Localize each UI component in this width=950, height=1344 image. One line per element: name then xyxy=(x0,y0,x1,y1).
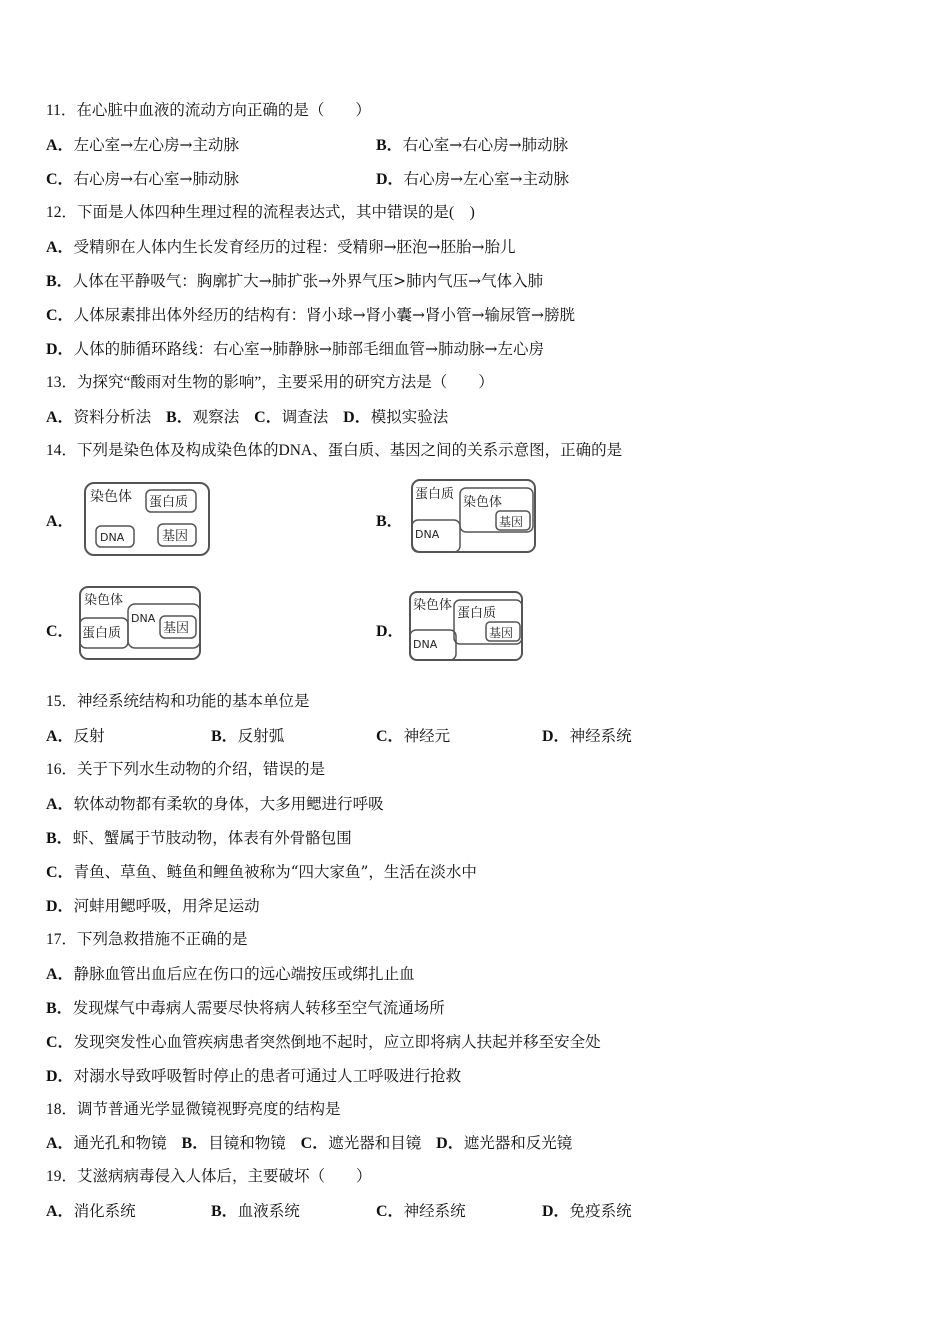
q14-option-a[interactable]: A． xyxy=(46,513,74,530)
question-18-stem: 18．调节普通光学显微镜视野亮度的结构是 xyxy=(46,1101,341,1118)
q12-option-c[interactable]: C．人体尿素排出体外经历的结构有：肾小球→肾小囊→肾小管→输尿管→膀胱 xyxy=(46,306,576,324)
q18-options-row xyxy=(46,1132,572,1155)
protein-label: 蛋白质 xyxy=(415,487,455,502)
q19-option-b[interactable]: B．血液系统 xyxy=(211,1202,300,1220)
q17-option-b[interactable]: B．发现煤气中毒病人需要尽快将病人转移至空气流通场所 xyxy=(46,999,445,1017)
q11-option-d[interactable]: D．右心房→左心室→主动脉 xyxy=(376,170,570,188)
q14-diagram-b[interactable] xyxy=(410,478,538,556)
question-13-stem: 13．为探究“酸雨对生物的影响”，主要采用的研究方法是（ ） xyxy=(46,374,494,391)
gene-label: 基因 xyxy=(499,515,524,529)
q14-option-b[interactable]: B． xyxy=(376,513,403,530)
q17-option-c[interactable]: C．发现突发性心血管疾病患者突然倒地不起时，应立即将病人扶起并移至安全处 xyxy=(46,1033,601,1051)
dna-label: DNA xyxy=(413,638,438,651)
q13-option-d[interactable]: D．模拟实验法 xyxy=(343,408,449,426)
question-11-stem: 11．在心脏中血液的流动方向正确的是（ ） xyxy=(46,102,371,119)
q16-option-d[interactable]: D．河蚌用鳃呼吸，用斧足运动 xyxy=(46,897,260,915)
q14-option-c[interactable]: C． xyxy=(46,623,74,640)
question-15-stem: 15．神经系统结构和功能的基本单位是 xyxy=(46,693,310,710)
q16-option-b[interactable]: B．虾、蟹属于节肢动物，体表有外骨骼包围 xyxy=(46,829,352,847)
question-14-stem: 14．下列是染色体及构成染色体的DNA、蛋白质、基因之间的关系示意图，正确的是 xyxy=(46,442,623,459)
protein-label: 蛋白质 xyxy=(457,606,497,621)
chromosome-label: 染色体 xyxy=(463,495,503,510)
q19-option-c[interactable]: C．神经系统 xyxy=(376,1202,466,1220)
q13-option-a[interactable]: A．资料分析法 xyxy=(46,408,152,426)
question-16-stem: 16．关于下列水生动物的介绍，错误的是 xyxy=(46,761,326,778)
q14-diagram-d[interactable] xyxy=(408,590,526,664)
q12-option-d[interactable]: D．人体的肺循环路线：右心室→肺静脉→肺部毛细血管→肺动脉→左心房 xyxy=(46,340,545,358)
q15-option-a[interactable]: A．反射 xyxy=(46,727,105,745)
q13-options-row xyxy=(46,406,448,429)
question-17-stem: 17．下列急救措施不正确的是 xyxy=(46,931,248,948)
q19-option-d[interactable]: D．免疫系统 xyxy=(542,1202,632,1220)
q12-option-a[interactable]: A．受精卵在人体内生长发育经历的过程：受精卵→胚泡→胚胎→胎儿 xyxy=(46,238,516,256)
q14-diagram-a[interactable] xyxy=(82,480,212,558)
dna-label: DNA xyxy=(100,531,125,544)
q14-diagram-c[interactable] xyxy=(77,584,203,664)
q15-option-d[interactable]: D．神经系统 xyxy=(542,727,632,745)
q11-option-b[interactable]: B．右心室→右心房→肺动脉 xyxy=(376,136,569,154)
question-12-stem: 12．下面是人体四种生理过程的流程表达式，其中错误的是( ) xyxy=(46,204,475,221)
question-19-stem: 19．艾滋病病毒侵入人体后，主要破坏（ ） xyxy=(46,1168,372,1185)
q15-option-c[interactable]: C．神经元 xyxy=(376,727,451,745)
q12-option-b[interactable]: B．人体在平静吸气：胸廓扩大→肺扩张→外界气压>肺内气压→气体入肺 xyxy=(46,272,544,290)
q14-option-d[interactable]: D． xyxy=(376,623,404,640)
q18-option-d[interactable]: D．遮光器和反光镜 xyxy=(436,1134,573,1152)
q18-option-c[interactable]: C．遮光器和目镜 xyxy=(300,1134,422,1152)
q15-option-b[interactable]: B．反射弧 xyxy=(211,727,285,745)
protein-label: 蛋白质 xyxy=(82,626,122,641)
q11-option-a[interactable]: A．左心室→左心房→主动脉 xyxy=(46,136,240,154)
q13-option-b[interactable]: B．观察法 xyxy=(166,408,240,426)
gene-label: 基因 xyxy=(162,529,189,544)
q13-option-c[interactable]: C．调查法 xyxy=(254,408,329,426)
q18-option-a[interactable]: A．通光孔和物镜 xyxy=(46,1134,167,1152)
chromosome-label: 染色体 xyxy=(90,489,132,505)
gene-label: 基因 xyxy=(489,626,514,640)
chromosome-label: 染色体 xyxy=(413,598,453,613)
q19-option-a[interactable]: A．消化系统 xyxy=(46,1202,136,1220)
q17-option-a[interactable]: A．静脉血管出血后应在伤口的远心端按压或绑扎止血 xyxy=(46,965,415,983)
q11-option-c[interactable]: C．右心房→右心室→肺动脉 xyxy=(46,170,240,188)
protein-label: 蛋白质 xyxy=(149,495,189,510)
dna-label: DNA xyxy=(131,612,156,625)
dna-label: DNA xyxy=(415,528,440,541)
q16-option-c[interactable]: C．青鱼、草鱼、鲢鱼和鲤鱼被称为“四大家鱼”，生活在淡水中 xyxy=(46,863,477,881)
q16-option-a[interactable]: A．软体动物都有柔软的身体，大多用鳃进行呼吸 xyxy=(46,795,384,813)
gene-label: 基因 xyxy=(163,621,190,636)
q17-option-d[interactable]: D．对溺水导致呼吸暂时停止的患者可通过人工呼吸进行抢救 xyxy=(46,1067,462,1085)
chromosome-label: 染色体 xyxy=(84,593,124,608)
q18-option-b[interactable]: B．目镜和物镜 xyxy=(181,1134,286,1152)
